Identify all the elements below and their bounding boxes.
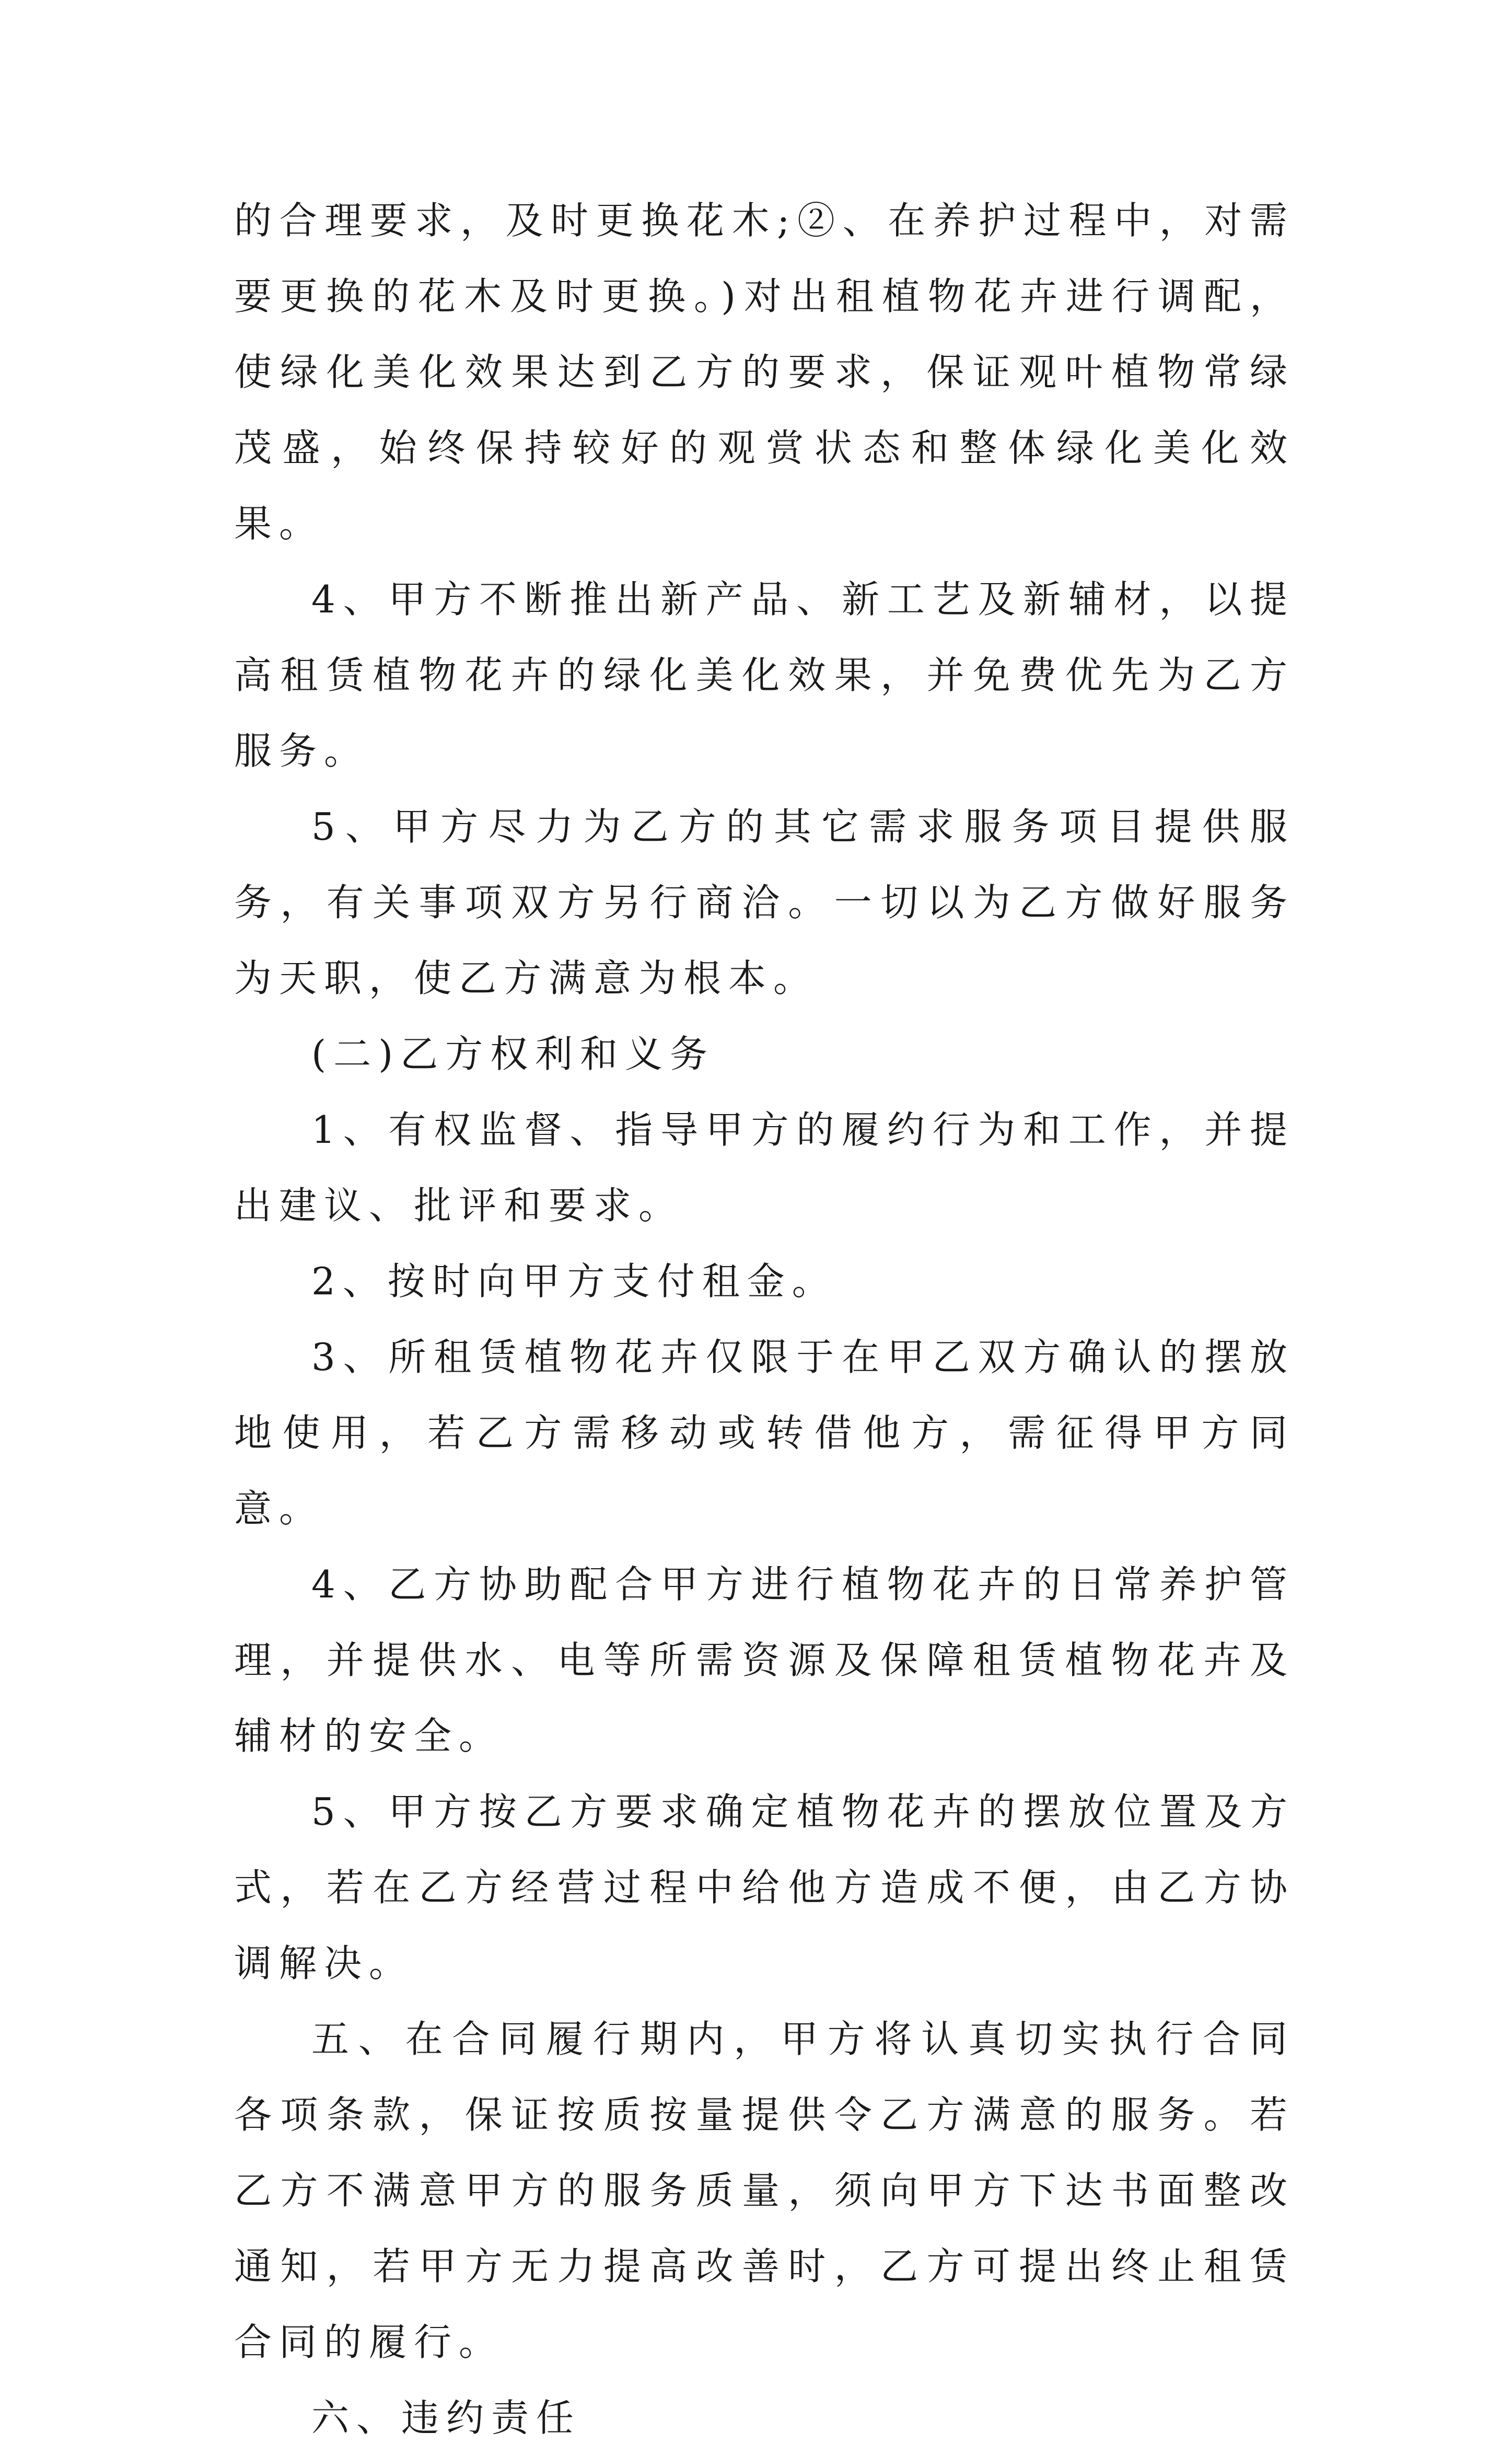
document-body <box>234 183 1295 2456</box>
paragraph: 2、按时向甲方支付租金。 <box>311 1259 837 1303</box>
paragraph: 5、甲方尽力为乙方的其它需求服务项目提供服务，有关事项双方另行商洽。一切以为乙方做好服务为天职，使乙方满意为根本。 <box>234 805 1295 1000</box>
paragraph: 5、甲方按乙方要求确定植物花卉的摆放位置及方式，若在乙方经营过程中给他方造成不便，由乙方协调解决。 <box>234 1790 1295 1985</box>
paragraph: 五、在合同履行期内，甲方将认真切实执行合同各项条款，保证按质按量提供令乙方满意的服务。若乙方不满意甲方的服务质量，须向甲方下达书面整改通知，若甲方无力提高改善时，乙方可提出终止租赁合同的履行。 <box>234 2017 1295 2364</box>
paragraph: 4、乙方协助配合甲方进行植物花卉的日常养护管理，并提供水、电等所需资源及保障租赁植物花卉及辅材的安全。 <box>234 1562 1295 1758</box>
paragraph: 1、有权监督、指导甲方的履约行为和工作，并提出建议、批评和要求。 <box>234 1108 1295 1227</box>
paragraph: 4、甲方不断推出新产品、新工艺及新辅材，以提高租赁植物花卉的绿化美化效果，并免费优先为乙方服务。 <box>234 577 1295 773</box>
paragraph: 3、所租赁植物花卉仅限于在甲乙双方确认的摆放地使用，若乙方需移动或转借他方，需征得甲方同意。 <box>234 1335 1295 1531</box>
section-heading: (二)乙方权利和义务 <box>311 1032 715 1076</box>
section-heading: 六、违约责任 <box>311 2396 581 2440</box>
paragraph: 的合理要求，及时更换花木;②、在养护过程中，对需要更换的花木及时更换。)对出租植物花卉进行调配，使绿化美化效果达到乙方的要求，保证观叶植物常绿茂盛，始终保持较好的观赏状态和整体绿化美化效果。 <box>234 199 1295 546</box>
